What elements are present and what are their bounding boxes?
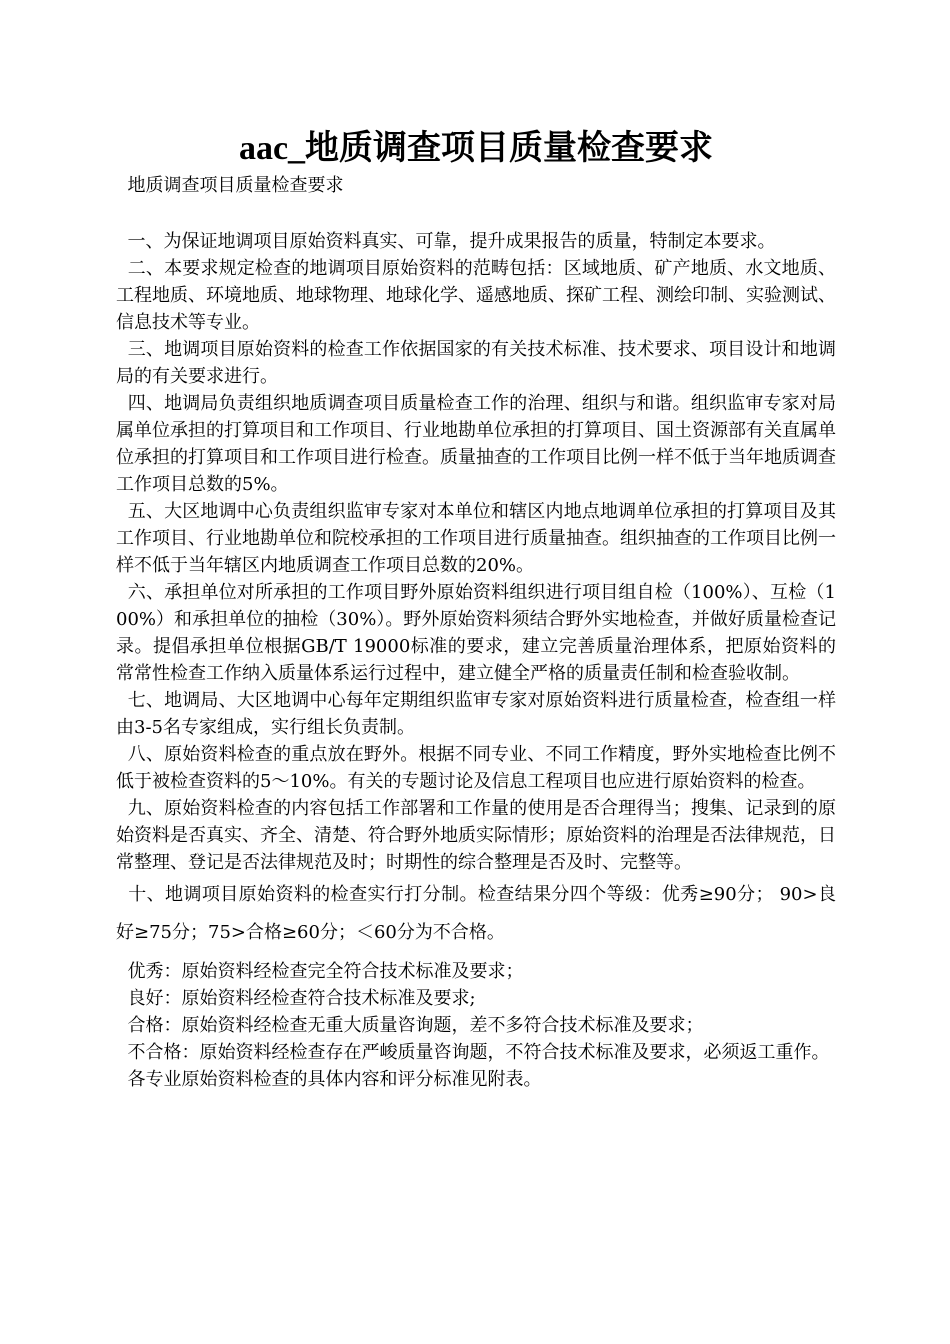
blank-line — [116, 200, 836, 228]
paragraph-4: 四、地调局负责组织地质调查项目质量检查工作的治理、组织与和谐。组织监审专家对局属单位承担的打算项目和工作项目、行业地勘单位承担的打算项目、国土资源部有关直属单位承担的打算项目和工作项目进行检查。质量抽查的工作项目比例一样不低于当年地质调查工作项目总数的5%。 — [116, 393, 836, 495]
grade-excellent: 优秀：原始资料经检查完全符合技术标准及要求； — [116, 961, 524, 982]
paragraph-1: 一、为保证地调项目原始资料真实、可靠，提升成果报告的质量，特制定本要求。 — [116, 231, 776, 252]
grade-good: 良好：原始资料经检查符合技术标准及要求; — [116, 988, 476, 1009]
paragraph-9: 九、原始资料检查的内容包括工作部署和工作量的使用是否合理得当；搜集、记录到的原始资料是否真实、齐全、清楚、符合野外地质实际情形；原始资料的治理是否法律规范，日常整理、登记是否法律规范及时；时期性的综合整理是否及时、完整等。 — [116, 798, 836, 873]
paragraph-5: 五、大区地调中心负责组织监审专家对本单位和辖区内地点地调单位承担的打算项目及其工作项目、行业地勘单位和院校承担的工作项目进行质量抽查。组织抽查的工作项目比例一样不低于当年辖区内地质调查工作项目总数的20%。 — [116, 501, 836, 576]
paragraph-3: 三、地调项目原始资料的检查工作依据国家的有关技术标准、技术要求、项目设计和地调局的有关要求进行。 — [116, 339, 836, 387]
paragraph-6: 六、承担单位对所承担的工作项目野外原始资料组织进行项目组自检（100%）、互检（100%）和承担单位的抽检（30%）。野外原始资料须结合野外实地检查，并做好质量检查记录。提倡承担单位根据GB/T 19000标准的要求，建立完善质量治理体系，把原始资料的常常性检查工作纳入质量体系运行过程中，建立健全严格的质量责任制和检查验收制。 — [116, 582, 836, 684]
document-subtitle: 地质调查项目质量检查要求 — [116, 175, 344, 196]
paragraph-8: 八、原始资料检查的重点放在野外。根据不同专业、不同工作精度，野外实地检查比例不低于被检查资料的5～10%。有关的专题讨论及信息工程项目也应进行原始资料的检查。 — [116, 744, 836, 792]
grade-fail: 不合格：原始资料经检查存在严峻质量咨询题，不符合技术标准及要求，必须返工重作。 — [116, 1042, 830, 1063]
document-title: aac_地质调查项目质量检查要求 — [238, 130, 714, 167]
paragraph-7: 七、地调局、大区地调中心每年定期组织监审专家对原始资料进行质量检查，检查组一样由3-5名专家组成，实行组长负责制。 — [116, 690, 836, 738]
paragraph-10-grading: 十、地调项目原始资料的检查实行打分制。检查结果分四个等级：优秀≥90分； 90>良好≥75分；75>合格≥60分；＜60分为不合格。 — [116, 884, 836, 943]
document-page — [116, 126, 836, 1093]
appendix-note: 各专业原始资料检查的具体内容和评分标准见附表。 — [116, 1069, 542, 1090]
grade-pass: 合格：原始资料经检查无重大质量咨询题，差不多符合技术标准及要求； — [116, 1015, 704, 1036]
paragraph-2: 二、本要求规定检查的地调项目原始资料的范畴包括：区域地质、矿产地质、水文地质、工程地质、环境地质、地球物理、地球化学、遥感地质、探矿工程、测绘印制、实验测试、信息技术等专业。 — [116, 258, 836, 333]
